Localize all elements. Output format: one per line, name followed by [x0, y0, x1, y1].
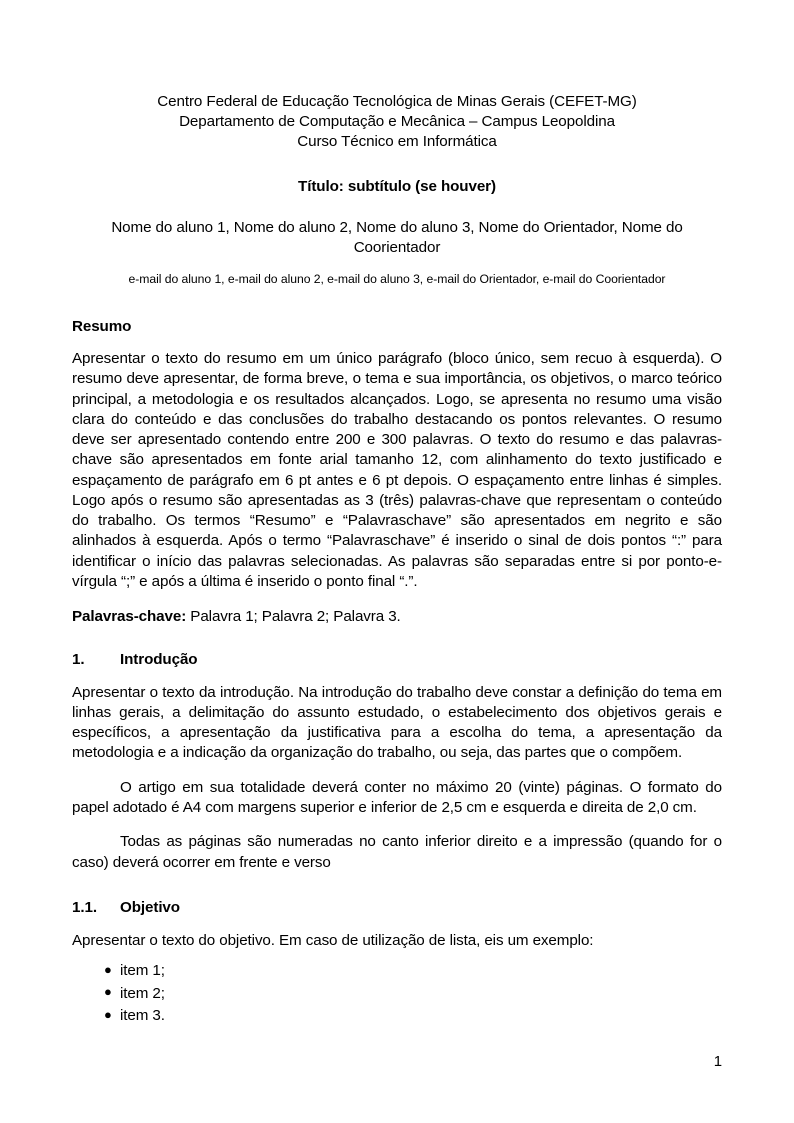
- section-1-paragraph-3: Todas as páginas são numeradas no canto inferior direito e a impressão (quando for o caso) deverá ocorrer em frente e verso: [72, 833, 722, 871]
- section-heading-1: [72, 651, 722, 668]
- section-title-1: Introdução: [120, 650, 198, 668]
- institution-line-2: Departamento de Computação e Mecânica – Campus Leopoldina: [179, 113, 615, 131]
- bullet-icon: ●: [104, 961, 112, 977]
- objective-bullet-list: [72, 960, 722, 1028]
- document-title: Título: subtítulo (se houver): [298, 177, 496, 195]
- list-item: [72, 1005, 722, 1028]
- abstract-heading: Resumo: [72, 317, 132, 335]
- section-1-paragraph-1: Apresentar o texto da introdução. Na introdução do trabalho deve constar a definição do tema em linhas gerais, a delimitação do assunto estudado, o estabelecimento dos objetivos gerais e específicos, a apresentação da justificativa para a escolha do tema, a apresentação da metodologia e a indicação da organização do trabalho, ou seja, das partes que o compõem.: [72, 683, 722, 762]
- list-item: [72, 960, 722, 983]
- institution-line-1: Centro Federal de Educação Tecnológica de Minas Gerais (CEFET-MG): [157, 93, 637, 110]
- institution-header: [72, 92, 722, 153]
- emails-line: e-mail do aluno 1, e-mail do aluno 2, e-mail do aluno 3, e-mail do Orientador, e-mail do Coorientador: [128, 272, 666, 287]
- keywords-label: Palavras-chave:: [72, 608, 187, 626]
- section-heading-1-1: [72, 899, 722, 916]
- bullet-icon: ●: [104, 984, 112, 1000]
- bullet-icon: ●: [104, 1006, 112, 1022]
- list-item: [72, 983, 722, 1006]
- section-1-1-paragraph-1: Apresentar o texto do objetivo. Em caso de utilização de lista, eis um exemplo:: [72, 931, 594, 949]
- section-title-1-1: Objetivo: [120, 898, 180, 916]
- page-number: 1: [713, 1053, 722, 1070]
- section-1-paragraph-2: O artigo em sua totalidade deverá conter no máximo 20 (vinte) páginas. O formato do papel adotado é A4 com margens superior e inferior de 2,5 cm e esquerda e direita de 2,0 cm.: [72, 778, 722, 817]
- institution-line-3: Curso Técnico em Informática: [297, 133, 497, 151]
- keywords-value: Palavra 1; Palavra 2; Palavra 3.: [186, 608, 401, 626]
- section-number-1-1: 1.1.: [72, 898, 97, 916]
- abstract-paragraph: Apresentar o texto do resumo em um único parágrafo (bloco único, sem recuo à esquerda). O resumo deve apresentar, de forma breve, o tema e sua importância, os objetivos, o marco teórico principal, a metodologia e os resultados alcançados. Logo, se apresenta no resumo uma visão clara do conteúdo e das conclusões do trabalho destacando os pontos relevantes. O resumo deve ser apresentado contendo entre 200 e 300 palavras. O texto do resumo e das palavras-chave são apresentados em fonte arial tamanho 12, com alinhamento do texto justificado e espaçamento de parágrafo em 6 pt antes e 6 pt depois. O espaçamento entre linhas é simples. Logo após o resumo são apresentadas as 3 (três) palavras-chave que representam o conteúdo do trabalho. Os termos “Resumo” e “Palavraschave” são apresentados em negrito e são alinhados à esquerda. Após o termo “Palavraschave” é inserido o sinal de dois pontos “:” para identificar o início das palavras selecionadas. As palavras são separadas entre si por ponto-e-vírgula “;” e após a última é inserido o ponto final “.”.: [72, 349, 722, 591]
- document-content: [72, 92, 722, 1028]
- list-item-label: item 1;: [120, 962, 165, 980]
- section-number-1: 1.: [72, 650, 85, 668]
- authors-line: Nome do aluno 1, Nome do aluno 2, Nome do aluno 3, Nome do Orientador, Nome do Coorientador: [111, 218, 683, 256]
- list-item-label: item 2;: [120, 984, 165, 1002]
- keywords-line: [72, 607, 722, 627]
- list-item-label: item 3.: [120, 1007, 165, 1025]
